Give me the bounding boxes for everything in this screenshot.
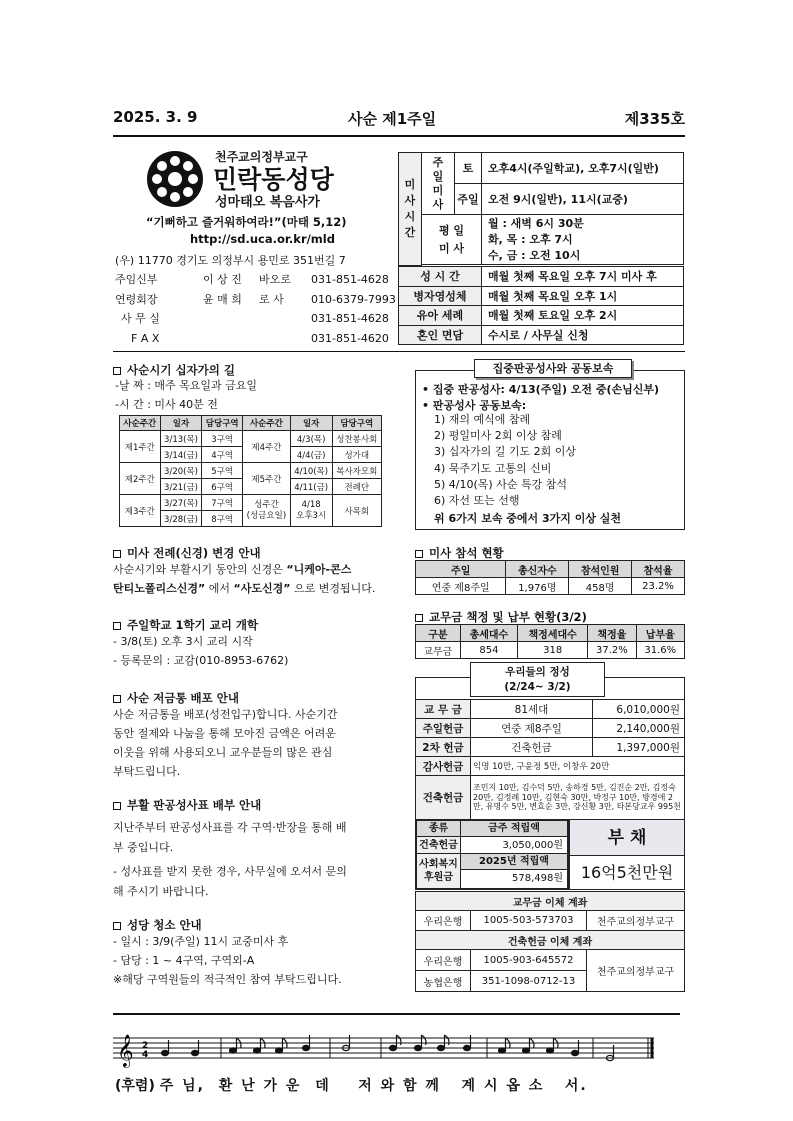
creed-text: 사순시기와 부활시기 동안의 신경은 bbox=[113, 563, 287, 576]
header-divider bbox=[113, 135, 685, 137]
music-staff bbox=[113, 1022, 658, 1070]
sunday-mass-label: 주 일 미 사 bbox=[422, 153, 455, 215]
area-cell: 복사자모회 bbox=[332, 463, 381, 479]
schedule-key: 혼인 면담 bbox=[399, 325, 482, 345]
account-number: 1005-503-573703 bbox=[471, 911, 587, 931]
week-cell: 제1주간 bbox=[120, 431, 161, 463]
contact-title: 로 사 bbox=[259, 292, 284, 306]
dues-section-title bbox=[415, 609, 587, 625]
date-cell: 4/11(금) bbox=[290, 479, 332, 495]
week-cell: 제3주간 bbox=[120, 495, 161, 527]
contact-phone: 031-851-4628 bbox=[311, 312, 389, 325]
offering-detail: 81세대 bbox=[471, 700, 593, 719]
issue-number: 제335호 bbox=[624, 110, 685, 128]
bank-name: 우리은행 bbox=[416, 911, 471, 931]
date-cell: 3/27(목) bbox=[160, 495, 202, 511]
table-header: 사순주간 bbox=[243, 416, 291, 431]
section-divider bbox=[113, 351, 685, 352]
mass-times-table bbox=[398, 152, 684, 266]
parish-motto: “기뻐하고 즐거워하여라!”(마태 5,12) bbox=[146, 215, 347, 229]
contact-role: F A X bbox=[131, 331, 160, 345]
table-cell: 37.2% bbox=[588, 642, 636, 659]
date-cell: 3/20(목) bbox=[160, 463, 202, 479]
dues-table bbox=[415, 624, 685, 659]
offering-amount: 2,140,000원 bbox=[593, 719, 685, 738]
fund-header: 종류 bbox=[417, 821, 461, 837]
svg-text:4: 4 bbox=[142, 1050, 149, 1060]
week-cell: 성주간 (성금요일) bbox=[243, 495, 291, 527]
contact-row bbox=[115, 329, 397, 349]
area-cell: 4구역 bbox=[202, 447, 243, 463]
contact-name: 이 상 진 bbox=[203, 273, 242, 286]
table-cell: 교무금 bbox=[416, 642, 461, 659]
fund-header: 금주 적립액 bbox=[461, 821, 567, 837]
fund-amount: 578,498원 bbox=[511, 873, 563, 884]
sunday-label: 주일 bbox=[455, 184, 482, 215]
creed-text: 으로 변경됩니다. bbox=[290, 582, 376, 595]
ticket-title-text: 부활 판공성사표 배부 안내 bbox=[127, 798, 262, 812]
school-line-1: - 3/8(토) 오후 3시 교리 시작 bbox=[113, 635, 253, 648]
confession-bullet-text: 판공성사 공동보속: bbox=[432, 399, 527, 412]
table-header: 담당구역 bbox=[332, 416, 381, 431]
attendance-table bbox=[415, 560, 685, 595]
liturgical-title: 사순 제1주일 bbox=[348, 110, 437, 128]
body-line: - 성사표를 받지 못한 경우, 사무실에 오셔서 문의 bbox=[113, 865, 347, 878]
list-item: 1) 재의 예식에 참례 bbox=[434, 413, 531, 426]
saturday-label: 토 bbox=[455, 153, 482, 184]
list-item: 5) 4/10(목) 사순 특강 참석 bbox=[434, 477, 567, 491]
account-holder: 천주교의정부교구 bbox=[587, 911, 685, 931]
account-holder: 천주교의정부교구 bbox=[587, 950, 685, 992]
fund-key: 사회복지 후원금 bbox=[417, 854, 461, 888]
weekday-line: 월 : 새벽 6시 30분 bbox=[488, 216, 584, 230]
parish-logo-icon bbox=[146, 150, 204, 208]
refrain-lyrics bbox=[115, 1075, 588, 1095]
contact-phone: 031-851-4620 bbox=[311, 331, 389, 345]
school-section-title bbox=[113, 617, 258, 633]
contact-row bbox=[115, 309, 397, 329]
contact-title: 바오로 bbox=[259, 273, 291, 286]
issue-date: 2025. 3. 9 bbox=[113, 108, 198, 126]
school-line-2: - 등록문의 : 교감(010-8953-6762) bbox=[113, 654, 289, 667]
area-cell: 전례단 bbox=[332, 479, 381, 495]
table-header: 사순주간 bbox=[120, 416, 161, 431]
cleaning-section-title bbox=[113, 917, 202, 933]
lyrics-text: 주 님, 환 난 가 운 데 저 와 함 께 계 시 옵 소 서. bbox=[159, 1078, 588, 1094]
confession-bullet-text: 집중 판공성사: 4/13(주일) 오전 중(손님신부) bbox=[432, 383, 660, 396]
area-cell: 3구역 bbox=[202, 431, 243, 447]
date-cell: 3/13(목) bbox=[160, 431, 202, 447]
area-cell: 6구역 bbox=[202, 479, 243, 495]
diocese-name: 천주교의정부교구 bbox=[215, 150, 308, 164]
table-header: 구분 bbox=[416, 625, 461, 642]
stations-title-text: 사순시기 십자가의 길 bbox=[127, 363, 235, 377]
date-cell: 4/4(금) bbox=[290, 447, 332, 463]
contact-name: 윤 매 희 bbox=[203, 292, 242, 306]
cleaning-title-text: 성당 청소 안내 bbox=[127, 918, 202, 932]
table-header: 총세대수 bbox=[460, 625, 517, 642]
lenten-bank-body bbox=[113, 705, 383, 781]
sunday-times: 오전 9시(일반), 11시(교중) bbox=[482, 184, 684, 215]
confession-title: 집중판공성사와 공동보속 bbox=[474, 359, 632, 378]
offering-key: 교 무 금 bbox=[416, 700, 471, 719]
body-line: 동안 절제와 나눔을 통해 모아진 금액은 어려운 bbox=[113, 727, 336, 740]
table-header: 담당구역 bbox=[202, 416, 243, 431]
cleaning-body bbox=[113, 932, 342, 989]
list-item: 6) 자선 또는 선행 bbox=[434, 494, 520, 508]
table-header: 납부율 bbox=[636, 625, 684, 642]
account-number: 1005-903-645572 bbox=[471, 950, 587, 971]
offering-key: 건축헌금 bbox=[416, 776, 471, 820]
list-item: 4) 묵주기도 고통의 신비 bbox=[434, 461, 552, 475]
creed-title-text: 미사 전례(신경) 변경 안내 bbox=[127, 546, 261, 560]
weekday-times bbox=[482, 215, 684, 265]
debt-box bbox=[569, 819, 685, 890]
offering-amount: 1,397,000원 bbox=[593, 738, 685, 757]
offering-detail: 연중 제8주일 bbox=[471, 719, 593, 738]
date-cell: 3/21(금) bbox=[160, 479, 202, 495]
contact-row bbox=[115, 290, 397, 310]
area-cell: 8구역 bbox=[202, 511, 243, 527]
table-cell: 연중 제8주일 bbox=[416, 578, 506, 595]
schedule-value: 매월 첫째 목요일 오후 1시 bbox=[482, 286, 684, 306]
table-header: 책정세대수 bbox=[518, 625, 588, 642]
creed-emphasis: “니케아-콘스 bbox=[286, 563, 352, 576]
body-line: 부탁드립니다. bbox=[113, 765, 181, 778]
saturday-times: 오후4시(주일학교), 오후7시(일반) bbox=[482, 153, 684, 184]
body-line: 부 중입니다. bbox=[113, 841, 174, 854]
area-cell: 성찬봉사회 bbox=[332, 431, 381, 447]
body-line: 사순 저금통을 배포(성전입구)합니다. 사순기간 bbox=[113, 708, 338, 721]
schedule-value: 매월 첫째 목요일 오후 7시 미사 후 bbox=[482, 267, 684, 287]
body-line: 이웃을 위해 사용되오니 교우분들의 많은 관심 bbox=[113, 746, 333, 759]
account-section-header: 건축헌금 이체 계좌 bbox=[416, 931, 685, 950]
creed-body bbox=[113, 560, 383, 598]
table-header: 참석인원 bbox=[569, 561, 632, 578]
stations-day: -날 짜 : 매주 목요일과 금요일 bbox=[115, 379, 258, 392]
refrain-label: (후렴) bbox=[115, 1078, 155, 1094]
svg-text:2: 2 bbox=[142, 1041, 149, 1051]
parish-name: 민락동성당 bbox=[213, 165, 334, 194]
table-header: 총신자수 bbox=[506, 561, 569, 578]
schedule-key: 유아 세례 bbox=[399, 306, 482, 326]
date-cell: 4/18 오후3시 bbox=[290, 495, 332, 527]
debt-amount: 16억5천만원 bbox=[580, 863, 674, 882]
table-cell: 458명 bbox=[569, 578, 632, 595]
body-line: - 담당 : 1 ~ 4구역, 구역외-A bbox=[113, 954, 255, 967]
penance-footer: 위 6가지 보속 중에서 3가지 이상 실천 bbox=[434, 512, 622, 525]
body-line: - 일시 : 3/9(주일) 11시 교중미사 후 bbox=[113, 935, 289, 948]
ticket-body bbox=[113, 818, 383, 902]
area-cell: 성가대 bbox=[332, 447, 381, 463]
area-cell: 5구역 bbox=[202, 463, 243, 479]
creed-emphasis: 탄티노폴리스신경” bbox=[113, 582, 206, 595]
contact-phone: 010-6379-7993 bbox=[311, 292, 396, 306]
thanks-donors: 익명 10만, 구윤정 5만, 이창우 20만 bbox=[471, 757, 685, 776]
creed-emphasis: “사도신경” bbox=[233, 582, 291, 595]
sacrament-schedule-table bbox=[398, 266, 684, 345]
schedule-value: 매월 첫째 토요일 오후 2시 bbox=[482, 306, 684, 326]
lenten-bank-section-title bbox=[113, 690, 239, 706]
offering-detail: 건축헌금 bbox=[471, 738, 593, 757]
contact-row bbox=[115, 270, 397, 290]
debt-label: 부 채 bbox=[570, 820, 684, 856]
table-header: 일자 bbox=[160, 416, 202, 431]
fund-amount: 3,050,000원 bbox=[461, 837, 567, 854]
stations-schedule-table bbox=[119, 415, 382, 527]
date-cell: 4/3(목) bbox=[290, 431, 332, 447]
table-cell: 1,976명 bbox=[506, 578, 569, 595]
music-divider bbox=[113, 1013, 680, 1015]
school-title-text: 주일학교 1학기 교리 개학 bbox=[127, 618, 259, 632]
offering-key: 2차 헌금 bbox=[416, 738, 471, 757]
offering-amount: 6,010,000원 bbox=[593, 700, 685, 719]
body-line: 해 주시기 바랍니다. bbox=[113, 885, 209, 898]
table-cell: 854 bbox=[460, 642, 517, 659]
contact-role: 사 무 실 bbox=[121, 312, 160, 325]
ticket-section-title bbox=[113, 797, 261, 813]
account-number: 351-1098-0712-13 bbox=[471, 971, 587, 992]
offerings-title-text: 우리들의 정성 bbox=[505, 666, 570, 678]
week-cell: 제2주간 bbox=[120, 463, 161, 495]
date-cell: 4/10(목) bbox=[290, 463, 332, 479]
fund-subheader: 2025년 적립액 bbox=[461, 854, 567, 870]
stations-time: -시 간 : 미사 40분 전 bbox=[115, 398, 218, 411]
account-section-header: 교무금 이체 계좌 bbox=[416, 892, 685, 911]
contact-list bbox=[115, 270, 397, 348]
table-header: 책정율 bbox=[588, 625, 636, 642]
penance-list bbox=[434, 412, 576, 509]
table-header: 일자 bbox=[290, 416, 332, 431]
offerings-period: (2/24~ 3/2) bbox=[504, 681, 571, 693]
attendance-section-title bbox=[415, 545, 504, 561]
svg-text:𝄞: 𝄞 bbox=[117, 1034, 134, 1067]
schedule-value: 수시로 / 사무실 신청 bbox=[482, 325, 684, 345]
creed-text: 에서 bbox=[205, 582, 234, 595]
fund-key: 건축헌금 bbox=[417, 837, 461, 854]
bank-name: 우리은행 bbox=[416, 950, 471, 971]
body-line: 지난주부터 판공성사표를 각 구역·반장을 통해 배 bbox=[113, 821, 347, 834]
creed-section-title bbox=[113, 545, 261, 561]
confession-bullet-2: • 판공성사 공동보속: bbox=[422, 399, 527, 412]
bank-name: 농협은행 bbox=[416, 971, 471, 992]
body-line: ※해당 구역원들의 적극적인 참여 부탁드립니다. bbox=[113, 973, 342, 986]
schedule-key: 병자영성체 bbox=[399, 286, 482, 306]
table-header: 참석율 bbox=[632, 561, 685, 578]
attendance-title-text: 미사 참석 현황 bbox=[429, 546, 504, 560]
building-donors: 조민지 10만, 김수덕 5만, 송하경 5만, 김진순 2만, 김정숙 20만, 김정례 10만, 김현숙 30만, 박정구 10만, 방경애 2만, 유명수 5만, 변효순 3만, 강신황 3만, 타본당교우 995천 bbox=[471, 776, 685, 820]
list-item: 2) 평일미사 2회 이상 참례 bbox=[434, 429, 562, 443]
accounts-table bbox=[415, 891, 685, 992]
weekday-line: 수, 금 : 오전 10시 bbox=[488, 248, 581, 262]
parish-patron: 성마태오 복음사가 bbox=[215, 195, 320, 210]
schedule-key: 성 시 간 bbox=[399, 267, 482, 287]
contact-role: 연령회장 bbox=[115, 292, 158, 306]
contact-role: 주임신부 bbox=[115, 273, 158, 286]
table-cell: 318 bbox=[518, 642, 588, 659]
weekday-line: 화, 목 : 오후 7시 bbox=[488, 232, 573, 246]
parish-address: (우) 11770 경기도 의정부시 용민로 351번길 7 bbox=[115, 254, 346, 267]
week-cell: 제4주간 bbox=[243, 431, 291, 463]
parish-website-link[interactable]: http://sd.uca.or.kr/mld bbox=[190, 232, 335, 246]
offerings-table bbox=[415, 699, 685, 820]
table-header: 주일 bbox=[416, 561, 506, 578]
offerings-title bbox=[470, 662, 605, 697]
week-cell: 제5주간 bbox=[243, 463, 291, 495]
offering-key: 주일헌금 bbox=[416, 719, 471, 738]
confession-bullet-1: • 집중 판공성사: 4/13(주일) 오전 중(손님신부) bbox=[422, 383, 660, 396]
date-cell: 3/14(금) bbox=[160, 447, 202, 463]
offering-key: 감사헌금 bbox=[416, 757, 471, 776]
dues-title-text: 교무금 책정 및 납부 현황(3/2) bbox=[429, 610, 587, 624]
table-cell: 23.2% bbox=[632, 578, 685, 595]
contact-phone: 031-851-4628 bbox=[311, 273, 389, 286]
mass-time-label: 미 사 시 간 bbox=[399, 153, 422, 266]
date-cell: 3/28(금) bbox=[160, 511, 202, 527]
list-item: 3) 십자가의 길 기도 2회 이상 bbox=[434, 445, 577, 459]
area-cell: 사목회 bbox=[332, 495, 381, 527]
area-cell: 7구역 bbox=[202, 495, 243, 511]
fund-box bbox=[415, 819, 569, 890]
weekday-mass-label: 평 일 미 사 bbox=[422, 215, 482, 265]
bulletin-header bbox=[113, 108, 685, 132]
table-cell: 31.6% bbox=[636, 642, 684, 659]
bank-title-text: 사순 저금통 배포 안내 bbox=[127, 691, 239, 705]
